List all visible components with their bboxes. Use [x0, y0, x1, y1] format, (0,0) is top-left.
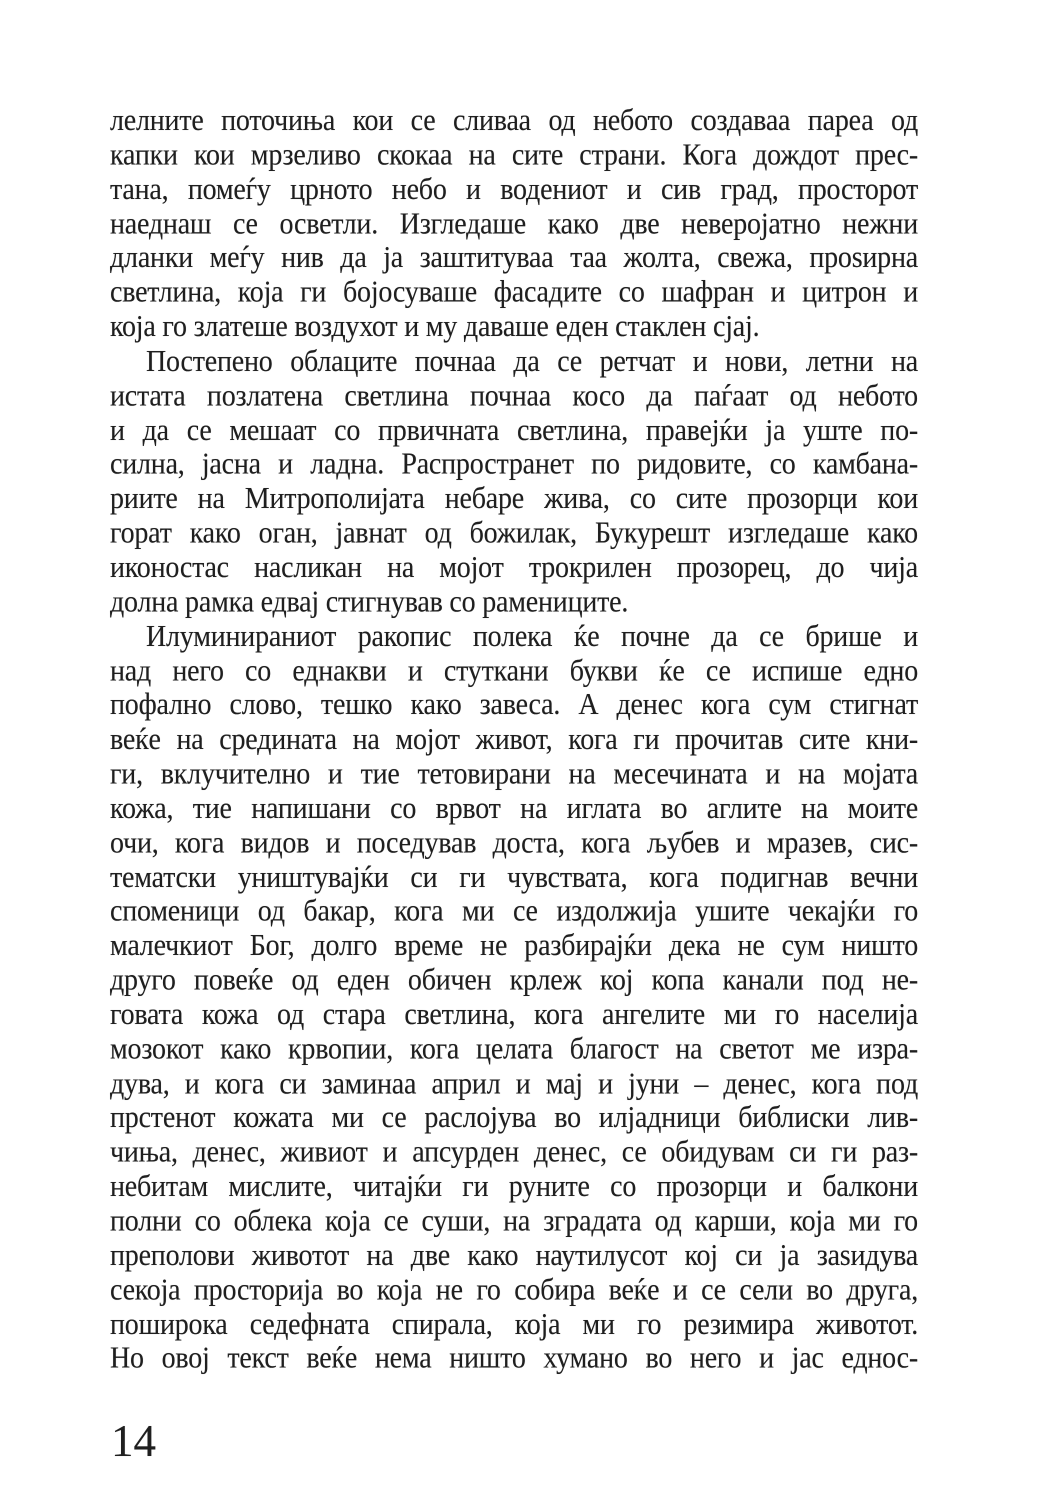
- text-line: малечкиот Бог, долго време не разбирајќи дека не сум ништо: [110, 929, 918, 963]
- text-line: капки кои мрзеливо скокаа на сите страни. Кога дождот прес-: [110, 138, 918, 172]
- paragraph: [110, 345, 918, 620]
- text-line: очи, кога видов и поседував доста, кога љубев и мразев, сис-: [110, 826, 918, 860]
- text-line: преполови животот на две како наутилусот кој си ја заѕидува: [110, 1238, 918, 1273]
- text-line: Илуминираниот ракопис полека ќе почне да се брише и: [146, 619, 918, 654]
- text-line: светлина, која ги бојосуваше фасадите со шафран и цитрон и: [110, 275, 918, 310]
- text-line: истата позлатена светлина почнаа косо да паѓаат од небото: [110, 379, 918, 413]
- text-line: тематски уништувајќи си ги чувствата, кога подигнав вечни: [110, 860, 918, 895]
- text-line: веќе на средината на мојот живот, кога ги прочитав сите кни-: [110, 723, 918, 757]
- text-line: иконостас насликан на мојот трокрилен прозорец, до чија: [110, 551, 918, 585]
- text-line: наеднаш се осветли. Изгледаше како две неверојатно нежни: [110, 207, 918, 241]
- body-text-block: [110, 104, 918, 1376]
- text-line: секоја просторија во која не го собира веќе и се сели во друга,: [110, 1273, 918, 1307]
- text-line: говата кожа од стара светлина, кога ангелите ми го населија: [110, 998, 918, 1032]
- text-line: тана, помеѓу црното небо и водениот и сив град, просторот: [110, 172, 918, 207]
- paragraph: [110, 104, 918, 345]
- paragraph: [110, 620, 918, 1377]
- text-line: дува, и кога си заминаа април и мај и јуни – денес, кога под: [110, 1066, 918, 1101]
- text-line: дланки меѓу нив да ја заштитуваа таа жолта, свежа, проѕирна: [110, 241, 918, 276]
- text-line: друго повеќе од еден обичен крлеж кој копа канали под не-: [110, 963, 918, 998]
- text-line: мозокот како крвопии, кога целата благост на светот ме изра-: [110, 1032, 918, 1067]
- text-line: споменици од бакар, кога ми се издолжија ушите чекајќи го: [110, 894, 918, 929]
- text-line: над него со еднакви и стуткани букви ќе се испише едно: [110, 654, 918, 688]
- text-line: долна рамка едвај стигнував со рамениците.: [110, 585, 629, 619]
- text-line: која го златеше воздухот и му даваше еден стаклен сјај.: [110, 310, 760, 344]
- text-line: Но овој текст веќе нема ништо хумано во него и јас еднос-: [110, 1342, 918, 1376]
- text-line: ги, вклучително и тие тетовирани на месечината и на мојата: [110, 757, 918, 791]
- text-line: небитам мислите, читајќи ги руните со прозорци и балкони: [110, 1170, 918, 1204]
- text-line: лелните поточиња кои се сливаа од небото создаваа пареа од: [110, 104, 918, 138]
- text-line: и да се мешаат со првичната светлина, правејќи ја уште по-: [110, 413, 918, 448]
- text-line: Постепено облаците почнаа да се ретчат и нови, летни на: [146, 344, 918, 379]
- text-line: силна, јасна и ладна. Распространет по ридовите, со камбана-: [110, 447, 918, 482]
- text-line: кожа, тие напишани со врвот на иглата во аглите на моите: [110, 791, 918, 826]
- text-line: прстенот кожата ми се раслојува во илјадници библиски лив-: [110, 1101, 918, 1135]
- text-line: чиња, денес, живиот и апсурден денес, се обидувам си ги раз-: [110, 1135, 918, 1170]
- text-line: поширока седефната спирала, која ми го резимира животот.: [110, 1307, 918, 1342]
- text-line: пофално слово, тешко како завеса. А денес кога сум стигнат: [110, 688, 918, 723]
- page-number: 14: [111, 1416, 156, 1466]
- text-line: горат како оган, јавнат од божилак, Букурешт изгледаше како: [110, 516, 918, 551]
- text-line: риите на Митрополијата небаре жива, со сите прозорци кои: [110, 482, 918, 516]
- text-line: полни со облека која се суши, на зградата од карши, која ми го: [110, 1204, 918, 1238]
